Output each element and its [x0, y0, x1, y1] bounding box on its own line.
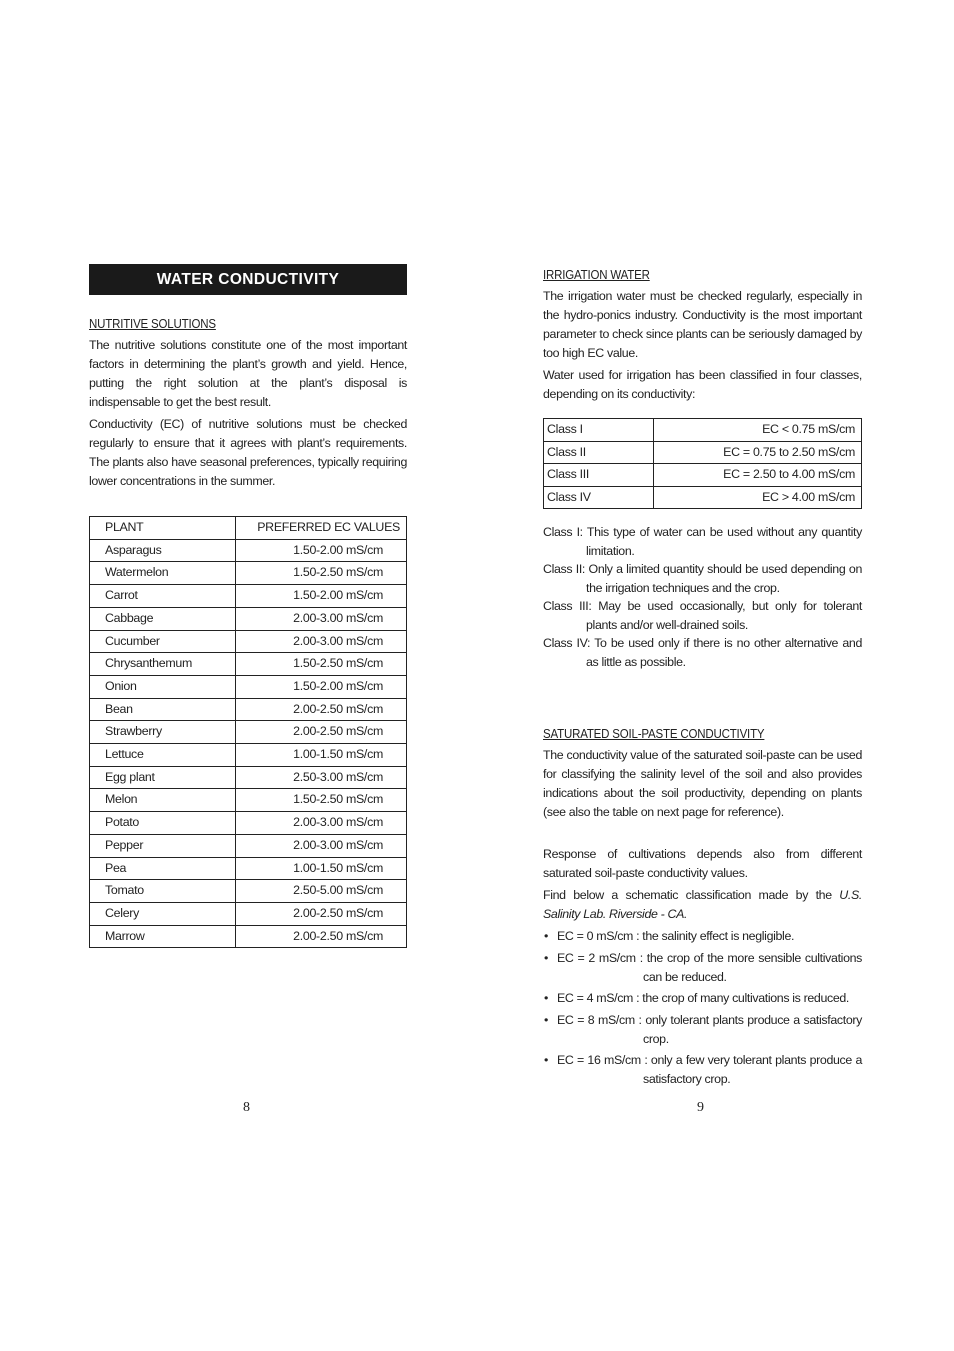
list-item: [543, 989, 862, 1008]
list-item: [543, 949, 862, 987]
plant-name-cell: Egg plant: [90, 766, 236, 789]
table-row: [90, 902, 407, 925]
nutritive-solutions-heading: NUTRITIVE SOLUTIONS: [89, 317, 216, 331]
bullet-text: EC = 2 mS/cm : the crop of the more sensible cultivations can be reduced.: [557, 950, 862, 984]
plant-name-cell: Cabbage: [90, 607, 236, 630]
ec-value-cell: 1.00-1.50 mS/cm: [236, 744, 407, 767]
table-row: [90, 607, 407, 630]
nutritive-paragraph-2: Conductivity (EC) of nutritive solutions must be checked regularly to ensure that it agrees with plant’s requirements. The plants also have seasonal preferences, typically requiring lower concentrations in the summer.: [89, 417, 407, 488]
list-item: [543, 1051, 862, 1089]
plant-name-cell: Pea: [90, 857, 236, 880]
table-row: [544, 464, 862, 487]
plant-name-cell: Celery: [90, 902, 236, 925]
bullet-dot: •: [544, 991, 548, 1005]
plant-name-cell: Potato: [90, 812, 236, 835]
plant-name-cell: Strawberry: [90, 721, 236, 744]
water-class-table: [543, 418, 862, 509]
ec-value-cell: 1.50-2.00 mS/cm: [236, 585, 407, 608]
soil-paragraph-3: [543, 886, 862, 924]
plant-name-cell: Watermelon: [90, 562, 236, 585]
soil-paragraph-2: Response of cultivations depends also from different saturated soil-paste conductivity values.: [543, 847, 862, 880]
table-row: [90, 925, 407, 948]
ec-value-cell: 2.50-3.00 mS/cm: [236, 766, 407, 789]
table-row: [90, 812, 407, 835]
water-class-cell: Class I: [544, 419, 654, 442]
irrigation-paragraph-1: The irrigation water must be checked regularly, especially in the hydro-ponics industry. Conductivity is the most important parameter to check since plants can be seriously damaged by too high EC value.: [543, 289, 862, 360]
column-header-plant: PLANT: [90, 517, 236, 540]
bullet-text: EC = 16 mS/cm : only a few very tolerant plants produce a satisfactory crop.: [557, 1053, 862, 1086]
bullet-dot: •: [544, 1012, 548, 1027]
table-row: [90, 698, 407, 721]
ec-range-cell: EC = 0.75 to 2.50 mS/cm: [654, 441, 862, 464]
table-row: [544, 486, 862, 509]
salinity-classification-list: [543, 927, 862, 1089]
irrigation-water-heading: IRRIGATION WATER: [543, 268, 650, 282]
bullet-dot: •: [544, 950, 548, 965]
ec-range-cell: EC < 0.75 mS/cm: [654, 419, 862, 442]
ec-value-cell: 1.50-2.50 mS/cm: [236, 562, 407, 585]
ec-range-cell: EC > 4.00 mS/cm: [654, 486, 862, 509]
left-page: [89, 264, 407, 948]
soil-paragraph-1: The conductivity value of the saturated soil-paste can be used for classifying the salinity level of the soil and also provides indications about the soil productivity, depending on plants (see also the table on next page for reference).: [543, 748, 862, 819]
plant-name-cell: Bean: [90, 698, 236, 721]
table-row: [544, 419, 862, 442]
plant-name-cell: Marrow: [90, 925, 236, 948]
table-header-row: [90, 517, 407, 540]
class-note: Class I: This type of water can be used without any quantity limitation.: [543, 525, 862, 558]
table-row: [90, 585, 407, 608]
page-number-left: 8: [243, 1100, 250, 1115]
class-notes: [543, 523, 862, 671]
list-item: [543, 1011, 862, 1049]
table-row: [90, 562, 407, 585]
plant-name-cell: Tomato: [90, 880, 236, 903]
plant-name-cell: Melon: [90, 789, 236, 812]
column-header-ec-values: PREFERRED EC VALUES: [236, 517, 407, 540]
plant-name-cell: Onion: [90, 675, 236, 698]
plant-name-cell: Lettuce: [90, 744, 236, 767]
ec-value-cell: 2.50-5.00 mS/cm: [236, 880, 407, 903]
ec-value-cell: 2.00-3.00 mS/cm: [236, 834, 407, 857]
ec-value-cell: 2.00-2.50 mS/cm: [236, 902, 407, 925]
table-row: [90, 857, 407, 880]
ec-value-cell: 2.00-2.50 mS/cm: [236, 925, 407, 948]
bullet-text: EC = 4 mS/cm : the crop of many cultivations is reduced.: [557, 991, 850, 1005]
ec-value-cell: 1.00-1.50 mS/cm: [236, 857, 407, 880]
bullet-text: EC = 8 mS/cm : only tolerant plants produce a satisfactory crop.: [557, 1012, 862, 1046]
ec-value-cell: 2.00-2.50 mS/cm: [236, 721, 407, 744]
plant-name-cell: Cucumber: [90, 630, 236, 653]
section-title-banner: WATER CONDUCTIVITY: [89, 264, 407, 295]
water-class-cell: Class II: [544, 441, 654, 464]
table-row: [90, 721, 407, 744]
class-note: Class II: Only a limited quantity should be used depending on the irrigation techniques and the crop.: [543, 562, 862, 595]
ec-value-cell: 1.50-2.50 mS/cm: [236, 653, 407, 676]
plant-ec-table: [89, 516, 407, 948]
ec-value-cell: 2.00-3.00 mS/cm: [236, 812, 407, 835]
plant-name-cell: Carrot: [90, 585, 236, 608]
ec-value-cell: 2.00-3.00 mS/cm: [236, 630, 407, 653]
class-note: Class IV: To be used only if there is no other alternative and as little as possible.: [543, 636, 862, 669]
classification-intro: Find below a schematic classification made by the: [543, 888, 840, 902]
table-row: [90, 789, 407, 812]
irrigation-paragraph-2: Water used for irrigation has been classified in four classes, depending on its conductivity:: [543, 368, 862, 401]
soil-paste-heading: SATURATED SOIL-PASTE CONDUCTIVITY: [543, 727, 765, 741]
page-number-right: 9: [697, 1100, 704, 1115]
water-class-cell: Class III: [544, 464, 654, 487]
ec-value-cell: 1.50-2.50 mS/cm: [236, 789, 407, 812]
plant-name-cell: Chrysanthemum: [90, 653, 236, 676]
ec-value-cell: 2.00-3.00 mS/cm: [236, 607, 407, 630]
water-class-cell: Class IV: [544, 486, 654, 509]
table-row: [90, 630, 407, 653]
nutritive-paragraph-1: The nutritive solutions constitute one of the most important factors in determining the plant’s growth and yield. Hence, putting the right solution at the plant’s disposal is indispensable to get the best result.: [89, 338, 407, 409]
plant-name-cell: Asparagus: [90, 539, 236, 562]
table-row: [90, 539, 407, 562]
ec-value-cell: 1.50-2.00 mS/cm: [236, 539, 407, 562]
bullet-dot: •: [544, 929, 548, 943]
class-note: Class III: May be used occasionally, but only for tolerant plants and/or well-drained soils.: [543, 599, 862, 632]
table-row: [90, 744, 407, 767]
table-row: [90, 675, 407, 698]
table-row: [90, 880, 407, 903]
source-reference: U.S. Salinity Lab. Riverside - CA.: [543, 888, 862, 921]
bullet-dot: •: [544, 1053, 548, 1067]
plant-name-cell: Pepper: [90, 834, 236, 857]
table-row: [90, 653, 407, 676]
bullet-text: EC = 0 mS/cm : the salinity effect is negligible.: [557, 929, 795, 943]
ec-value-cell: 2.00-2.50 mS/cm: [236, 698, 407, 721]
table-row: [90, 834, 407, 857]
right-page: [543, 268, 862, 1092]
ec-value-cell: 1.50-2.00 mS/cm: [236, 675, 407, 698]
list-item: [543, 927, 862, 946]
ec-range-cell: EC = 2.50 to 4.00 mS/cm: [654, 464, 862, 487]
table-row: [544, 441, 862, 464]
table-row: [90, 766, 407, 789]
